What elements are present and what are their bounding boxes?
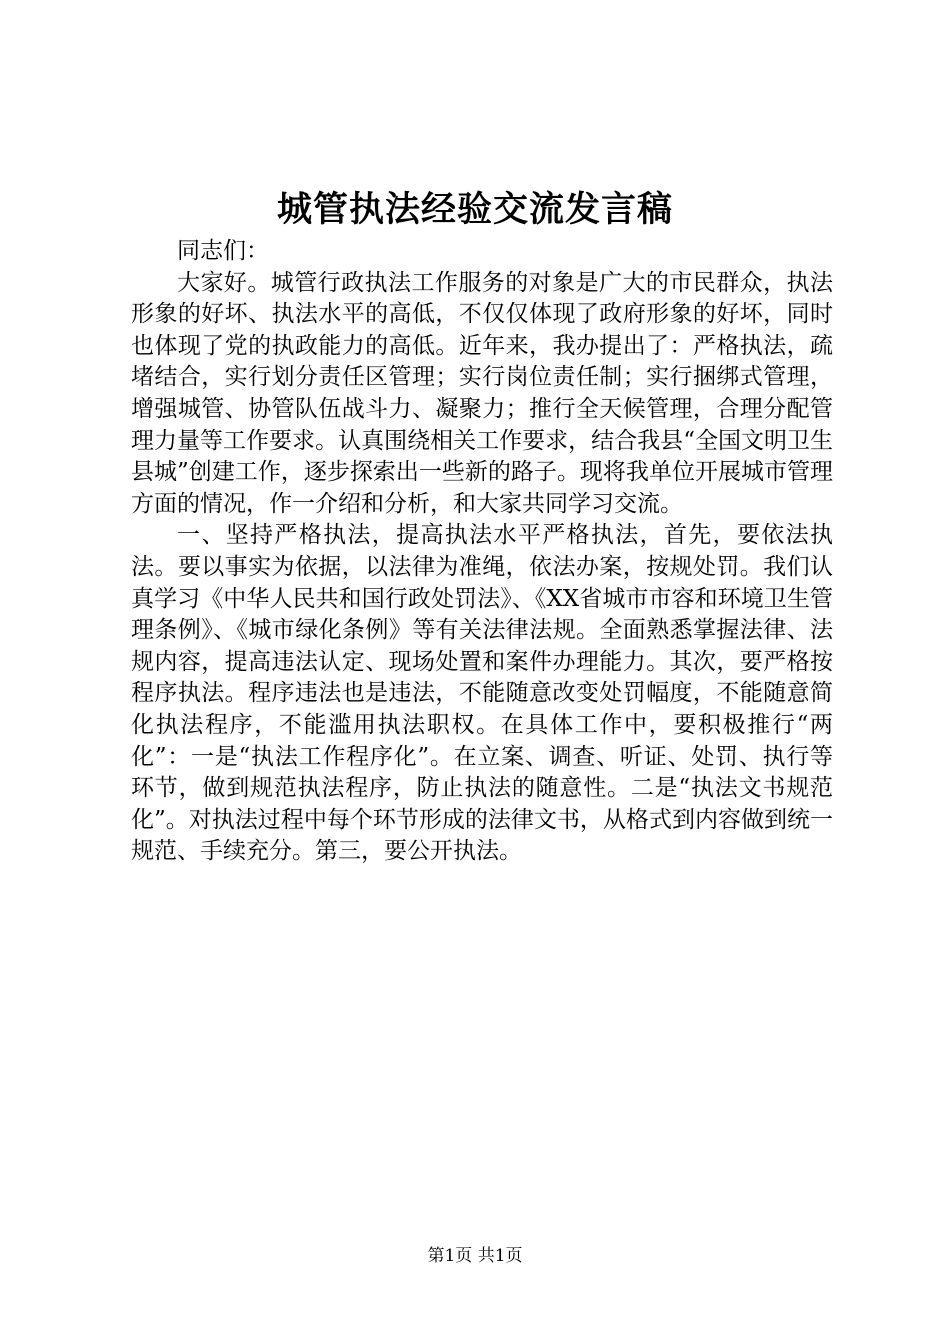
paragraph: 大家好。城管行政执法工作服务的对象是广大的市民群众，执法形象的好坏、执法水平的高低，不仅仅体现了政府形象的好坏，同时也体现了党的执政能力的高低。近年来，我办提出了：严格执法，疏堵结合，实行划分责任区管理；实行岗位责任制；实行捆绑式管理，增强城管、协管队伍战斗力、凝聚力；推行全天候管理，合理分配管理力量等工作要求。认真围绕相关工作要求，结合我县“全国文明卫生县城”创建工作，逐步探索出一些新的路子。现将我单位开展城市管理方面的情况，作一介绍和分析，和大家共同学习交流。 (131, 269, 833, 517)
salutation: 同志们： (177, 238, 269, 264)
page-footer: 第1页 共1页 (427, 1246, 523, 1266)
document-body (131, 236, 833, 868)
document-title: 城管执法经验交流发言稿 (276, 189, 673, 230)
paragraph: 一、坚持严格执法，提高执法水平严格执法，首先，要依法执法。要以事实为依据，以法律为准绳，依法办案，按规处罚。我们认真学习《中华人民共和国行政处罚法》、《XX省城市市容和环境卫生管理条例》、《城市绿化条例》等有关法律法规。全面熟悉掌握法律、法规内容，提高违法认定、现场处置和案件办理能力。其次，要严格按程序执法。程序违法也是违法，不能随意改变处罚幅度，不能随意简化执法程序，不能滥用执法职权。在具体工作中，要积极推行“两化”：一是“执法工作程序化”。在立案、调查、听证、处罚、执行等环节，做到规范执法程序，防止执法的随意性。二是“执法文书规范化”。对执法过程中每个环节形成的法律文书，从格式到内容做到统一规范、手续充分。第三，要公开执法。 (131, 522, 833, 865)
